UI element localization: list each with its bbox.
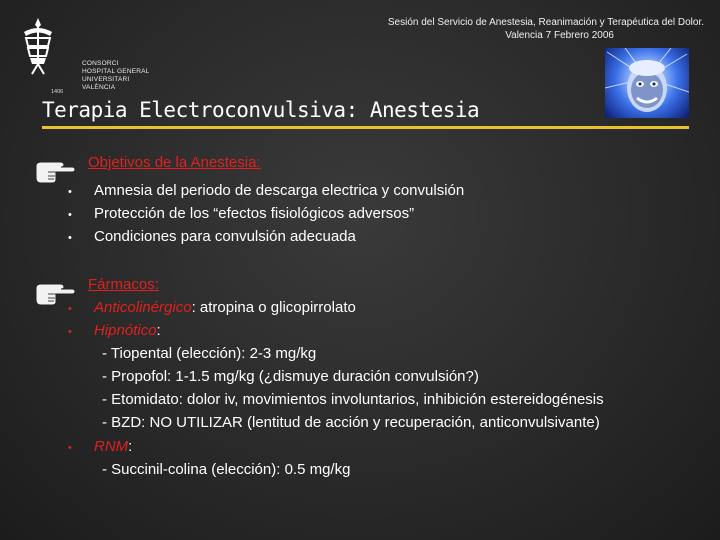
bullet-dot: • [68,326,72,338]
logo-year: 1406 [51,89,64,95]
hospital-crest-icon [18,16,58,78]
rnm-item: - Succinil-colina (elección): 0.5 mg/kg [102,461,351,478]
rnm-text: : [128,438,133,455]
pointing-hand-icon [34,158,76,184]
logo-text [82,60,150,92]
objetivo-item: Amnesia del periodo de descarga electrica y convulsión [94,182,465,199]
bullet-dot: • [68,186,72,198]
anticolinergico-line [94,299,356,316]
logo-line: HOSPITAL GENERAL [82,68,150,75]
hipnotico-text: : [156,322,161,339]
hipnotico-item: - BZD: NO UTILIZAR (lentitud de acción y recuperación, anticonvulsivante) [102,414,600,431]
logo-line: VALÈNCIA [82,84,116,91]
anticolinergico-label: Anticolinérgico [94,299,192,316]
session-note-line1: Sesión del Servicio de Anestesia, Reanimación y Terapéutica del Dolor. [387,17,704,28]
farmacos-heading: Fármacos: [88,276,159,293]
session-note-line2: Valencia 7 Febrero 2006 [505,30,614,41]
logo-line: UNIVERSITARI [82,76,130,83]
hipnotico-item: - Tiopental (elección): 2-3 mg/kg [102,345,317,362]
hospital-logo [18,16,150,95]
bullet-dot: • [68,232,72,244]
objetivos-heading: Objetivos de la Anestesia: [88,154,261,171]
session-note [344,16,704,42]
anticolinergico-text: : atropina o glicopirrolato [191,299,356,316]
rnm-label: RNM [94,438,129,455]
hipnotico-line [94,322,161,339]
logo-line: CONSORCI [82,60,119,67]
hipnotico-item: - Etomidato: dolor iv, movimientos involuntarios, inhibición estereidogénesis [102,391,604,408]
bullet-dot: • [68,209,72,221]
bullet-dot: • [68,303,72,315]
title-underline [42,126,689,129]
objetivo-item: Condiciones para convulsión adecuada [94,228,356,245]
objetivo-item: Protección de los “efectos fisiológicos adversos” [94,205,415,222]
hipnotico-item: - Propofol: 1-1.5 mg/kg (¿dismuye duración convulsión?) [102,368,479,385]
bullet-dot: • [68,442,72,454]
hipnotico-label: Hipnótico [94,322,157,339]
electroshock-face-image [605,48,689,118]
page-title: Terapia Electroconvulsiva: Anestesia [42,98,480,122]
rnm-line [94,438,132,455]
